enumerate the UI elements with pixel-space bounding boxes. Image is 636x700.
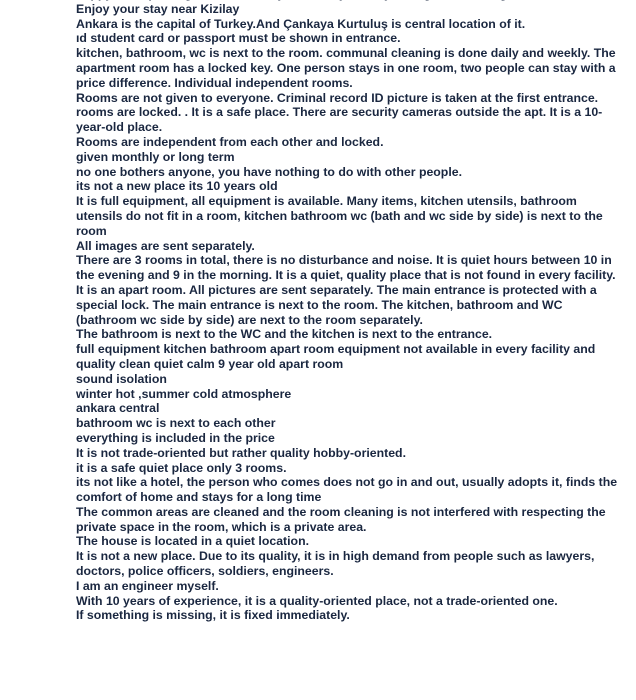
text-line: it is a safe quiet place only 3 rooms.	[76, 460, 287, 475]
text-line: If something is missing, it is fixed immediately.	[76, 608, 350, 623]
text-line: Rooms are independent from each other and locked.	[76, 134, 384, 149]
text-line: its not a new place its 10 years old	[76, 179, 278, 194]
text-line: ıd student card or passport must be shown in entrance.	[76, 31, 401, 46]
text-line: I am an engineer myself.	[76, 578, 219, 593]
text-line: kitchen, bathroom, wc is next to the room. communal cleaning is done daily and weekly. The apartment room has a locked key. One person stays in one room, two people can stay with a price difference. Individual independent rooms.	[76, 46, 616, 90]
text-line: rooms are locked. . It is a safe place. There are security cameras outside the apt. It is a 10-year-old place.	[76, 105, 603, 135]
text-line: It is not trade-oriented but rather quality hobby-oriented.	[76, 445, 406, 460]
text-line: All images are sent separately.	[76, 238, 255, 253]
text-line: Ankara is the capital of Turkey.And Çankaya Kurtuluş is central location of it.	[76, 16, 526, 31]
text-line: ankara central	[76, 401, 160, 416]
text-line: no one bothers anyone, you have nothing to do with other people.	[76, 164, 462, 179]
text-line: Rooms are not given to everyone. Criminal record ID picture is taken at the first entrance.	[76, 90, 599, 105]
text-line: It is an apart room. All pictures are sent separately. The main entrance is protected with a special lock. The main entrance is next to the room. The kitchen, bathroom and WC (bathroom wc side by side) are next to the room separately.	[76, 282, 597, 327]
text-line: sound isolation	[76, 371, 167, 386]
text-line: bathroom wc is next to each other	[76, 416, 276, 431]
text-line: winter hot ,summer cold atmosphere	[76, 386, 292, 401]
text-line: The house is located in a quiet location.	[76, 534, 309, 549]
text-line: It is not a new place. Due to its quality, it is in high demand from people such as lawyers, doctors, police officers, soldiers, engineers.	[76, 549, 595, 579]
text-line: Enjoy your stay near Kizilay	[76, 1, 240, 16]
text-line: everything is included in the price	[76, 430, 275, 445]
text-line: given monthly or long term	[76, 149, 235, 164]
text-line: There are 3 rooms in total, there is no disturbance and noise. It is quiet hours between 10 in the evening and 9 in the morning. It is a quiet, quality place that is not found in every facility.	[76, 253, 616, 283]
text-line: The common areas are cleaned and the room cleaning is not interfered with respecting the private space in the room, which is a private area.	[76, 504, 606, 534]
text-line: The bathroom is next to the WC and the kitchen is next to the entrance.	[76, 327, 493, 342]
text-line: its not like a hotel, the person who comes does not go in and out, usually adopts it, finds the comfort of home and stays for a long time	[76, 475, 618, 505]
listing-description-text	[76, 0, 624, 623]
text-line: It is full equipment, all equipment is available. Many items, kitchen utensils, bathroom utensils do not fit in a room, kitchen bathroom wc (bath and wc side by side) is next to the room	[76, 194, 603, 238]
text-line: full equipment kitchen bathroom apart room equipment not available in every facility and quality clean quiet calm 9 year old apart room	[76, 342, 596, 371]
text-line: With 10 years of experience, it is a quality-oriented place, not a trade-oriented one.	[76, 593, 558, 608]
